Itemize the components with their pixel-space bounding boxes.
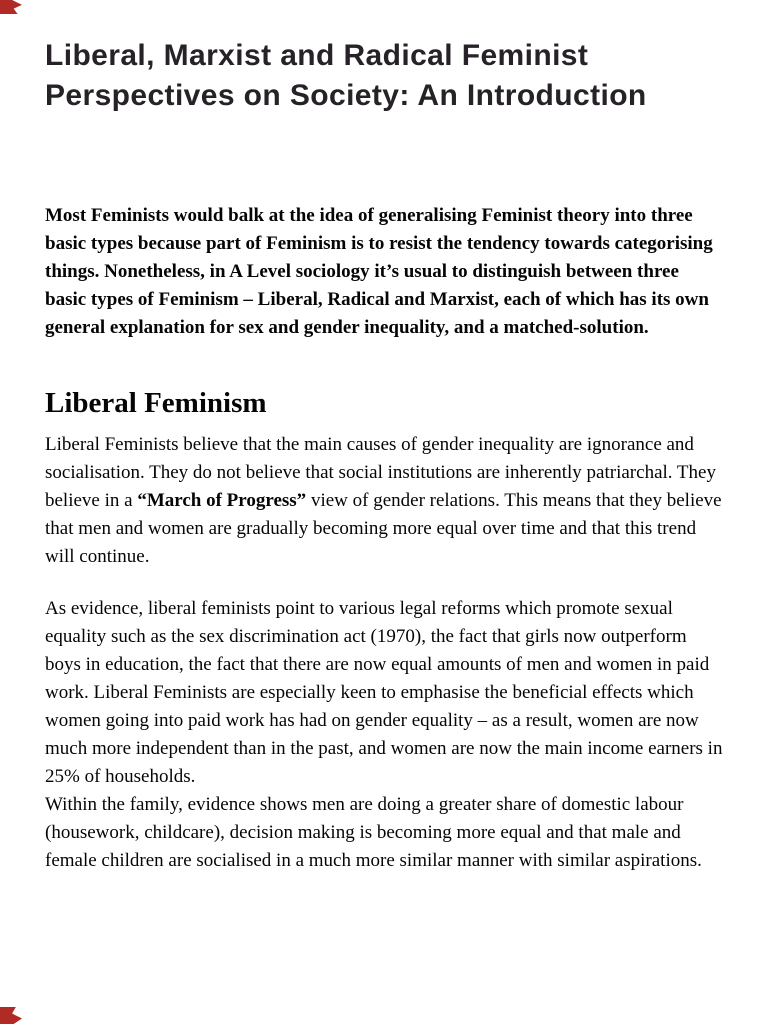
intro-paragraph: Most Feminists would balk at the idea of generalising Feminist theory into three basic types because part of Feminism is to resist the tendency towards categorising things. Nonetheless, in A Level sociology it’s usual to distinguish between three basic types of Feminism – Liberal, Radical and Marxist, each of which has its own general explanation for sex and gender inequality, and a matched-solution.	[45, 205, 713, 338]
corner-mark-bottom-left	[0, 1007, 22, 1024]
march-of-progress-emphasis: “March of Progress”	[137, 490, 307, 511]
paragraph-1-text-after: view of gender relations. This means that they believe that men and women are gradually becoming more equal over time and that this trend will continue.	[45, 490, 722, 567]
page-title: Liberal, Marxist and Radical Feminist Perspectives on Society: An Introduction	[45, 39, 647, 112]
section-heading-liberal-feminism: Liberal Feminism	[45, 387, 267, 419]
liberal-feminism-paragraph-3: Within the family, evidence shows men are doing a greater share of domestic labour (housework, childcare), decision making is becoming more equal and that male and female children are socialised in a much more similar manner with similar aspirations.	[45, 794, 702, 871]
paragraph-1-text-before: Liberal Feminists believe that the main causes of gender inequality are ignorance and socialisation. They do not believe that social institutions are inherently patriarchal. They believe in a	[45, 434, 716, 511]
liberal-feminism-paragraph-2: As evidence, liberal feminists point to various legal reforms which promote sexual equality such as the sex discrimination act (1970), the fact that girls now outperform boys in education, the fact that there are now equal amounts of men and women in paid work. Liberal Feminists are especially keen to emphasise the beneficial effects which women going into paid work has had on gender equality – as a result, women are now much more independent than in the past, and women are now the main income earners in 25% of households.	[45, 598, 723, 787]
corner-mark-top-left	[0, 0, 22, 14]
liberal-feminism-paragraph-1	[45, 431, 724, 571]
